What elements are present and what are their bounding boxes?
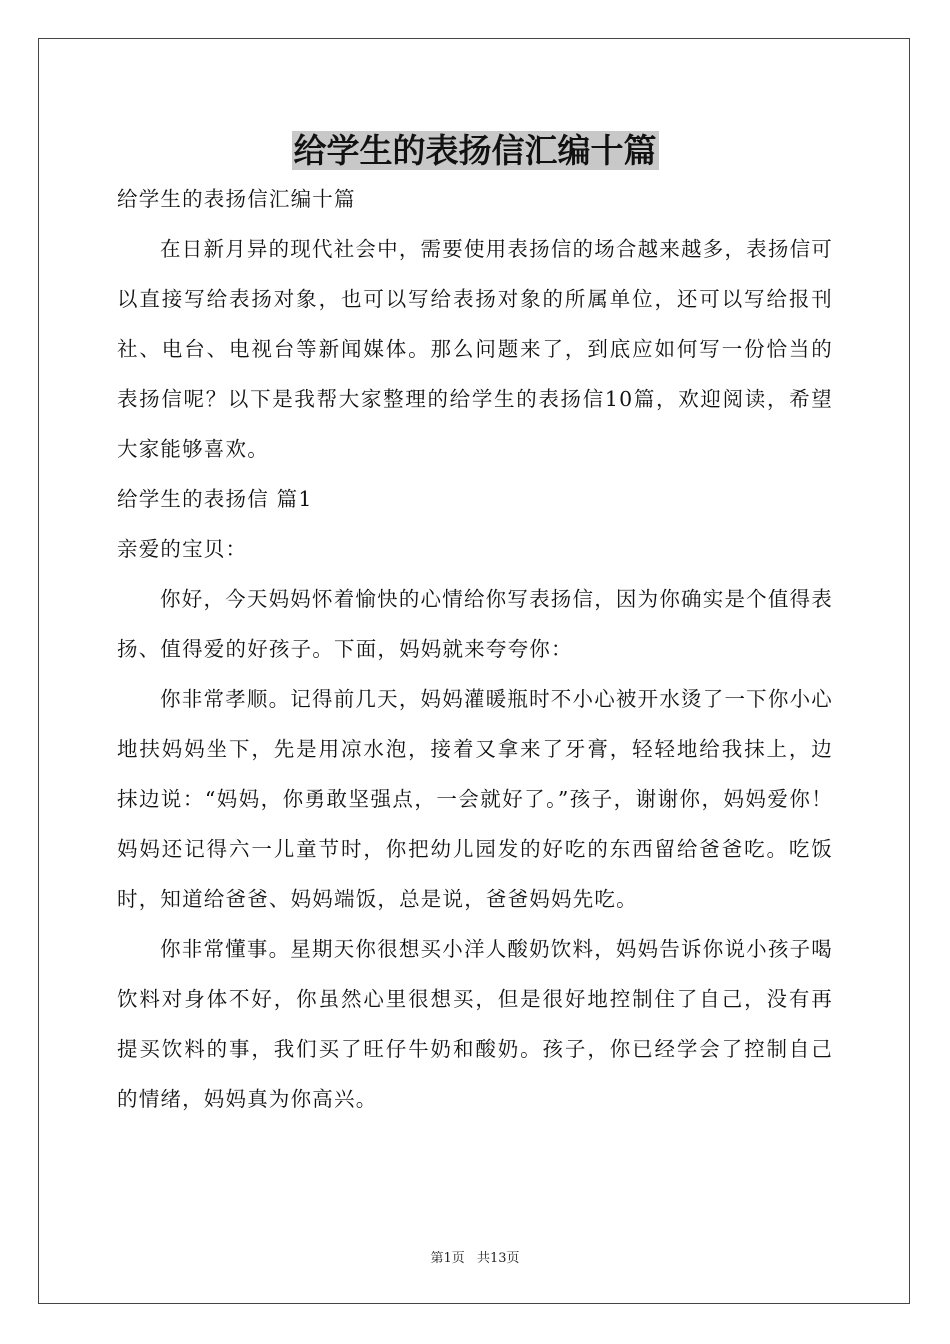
section-heading: 给学生的表扬信 篇1 bbox=[117, 487, 313, 511]
page-total: 共13页 bbox=[476, 1251, 520, 1266]
body-paragraph: 你好，今天妈妈怀着愉快的心情给你写表扬信，因为你确实是个值得表扬、值得爱的好孩子。下面，妈妈就来夸夸你： bbox=[117, 587, 833, 661]
body-paragraph: 你非常孝顺。记得前几天，妈妈灌暖瓶时不小心被开水烫了一下你小心地扶妈妈坐下，先是用凉水泡，接着又拿来了牙膏，轻轻地给我抹上，边抹边说：“妈妈，你勇敢坚强点，一会就好了。”孩子，谢谢你，妈妈爱你！妈妈还记得六一儿童节时，你把幼儿园发的好吃的东西留给爸爸吃。吃饭时，知道给爸爸、妈妈端饭，总是说，爸爸妈妈先吃。 bbox=[117, 687, 833, 911]
body-paragraph: 你非常懂事。星期天你很想买小洋人酸奶饮料，妈妈告诉你说小孩子喝饮料对身体不好，你虽然心里很想买，但是很好地控制住了自己，没有再提买饮料的事，我们买了旺仔牛奶和酸奶。孩子，你已经学会了控制自己的情绪，妈妈真为你高兴。 bbox=[117, 937, 833, 1111]
intro-paragraph: 在日新月异的现代社会中，需要使用表扬信的场合越来越多，表扬信可以直接写给表扬对象，也可以写给表扬对象的所属单位，还可以写给报刊社、电台、电视台等新闻媒体。那么问题来了，到底应如何写一份恰当的表扬信呢？以下是我帮大家整理的给学生的表扬信10篇，欢迎阅读，希望大家能够喜欢。 bbox=[117, 237, 833, 461]
document-title-text: 给学生的表扬信汇编十篇 bbox=[293, 131, 657, 170]
subtitle-paragraph: 给学生的表扬信汇编十篇 bbox=[117, 187, 356, 211]
document-body bbox=[117, 174, 833, 1124]
document-title bbox=[0, 125, 950, 177]
page-footer bbox=[0, 1247, 950, 1266]
page-number: 第1页 bbox=[430, 1251, 465, 1266]
salutation: 亲爱的宝贝： bbox=[117, 537, 248, 561]
